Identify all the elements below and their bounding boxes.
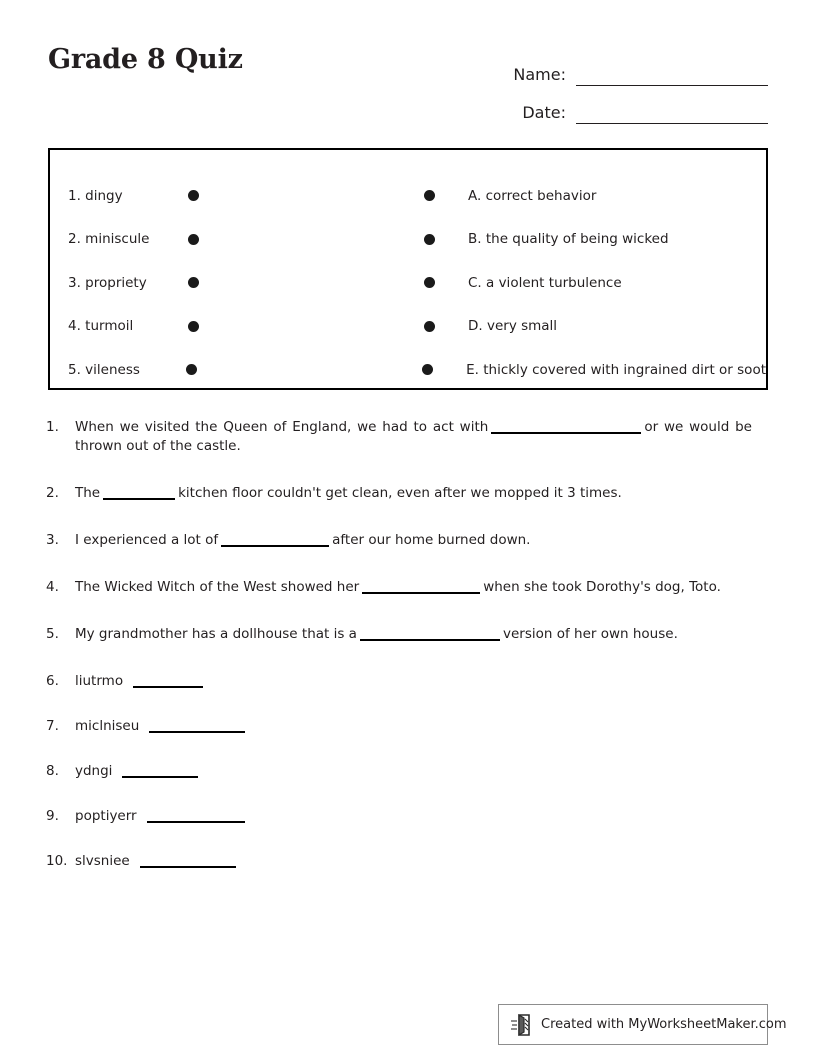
name-input-line[interactable] — [576, 65, 768, 86]
match-def-dot-c[interactable] — [424, 277, 435, 288]
question-item-2 — [46, 484, 752, 503]
question-number-10: 10. — [46, 853, 68, 869]
date-label: Date: — [522, 103, 566, 122]
question-5-blank[interactable] — [360, 639, 500, 641]
question-text-8 — [75, 762, 752, 781]
question-number-5: 5. — [46, 626, 59, 642]
page-title: Grade 8 Quiz — [48, 44, 243, 75]
question-item-6 — [46, 672, 752, 691]
worksheet-logo-icon — [511, 1013, 533, 1037]
question-text-10 — [75, 852, 752, 871]
question-number-7: 7. — [46, 718, 59, 734]
question-text-9 — [75, 807, 752, 826]
question-4-blank[interactable] — [362, 592, 480, 594]
question-item-9 — [46, 807, 752, 826]
matching-row — [50, 174, 766, 218]
matching-row — [50, 218, 766, 262]
match-term-dot-5[interactable] — [186, 364, 197, 375]
match-def-dot-e[interactable] — [422, 364, 433, 375]
worksheet-header — [48, 44, 768, 128]
match-term-dot-4[interactable] — [188, 321, 199, 332]
match-term-dot-3[interactable] — [188, 277, 199, 288]
match-def-dot-b[interactable] — [424, 234, 435, 245]
match-definition-a: A. correct behavior — [468, 187, 597, 204]
question-2-after: kitchen floor couldn't get clean, even after we mopped it 3 times. — [178, 485, 622, 501]
question-number-3: 3. — [46, 532, 59, 548]
question-item-5 — [46, 625, 752, 644]
question-1-before: When we visited the Queen of England, we had to act with — [75, 419, 489, 435]
question-2-blank[interactable] — [103, 498, 175, 500]
question-1-blank[interactable] — [491, 432, 641, 434]
question-item-4 — [46, 578, 752, 597]
matching-row — [50, 348, 766, 392]
scrambled-word-7: miclniseu — [75, 718, 140, 734]
question-1-after: or we would be thrown out of the castle. — [75, 419, 752, 454]
date-row — [458, 86, 768, 124]
question-8-blank[interactable] — [122, 776, 198, 778]
question-7-blank[interactable] — [149, 731, 245, 733]
question-item-7 — [46, 717, 752, 736]
match-def-dot-d[interactable] — [424, 321, 435, 332]
question-item-10 — [46, 852, 752, 871]
question-10-blank[interactable] — [140, 866, 236, 868]
matching-row — [50, 305, 766, 349]
question-item-8 — [46, 762, 752, 781]
question-number-8: 8. — [46, 763, 59, 779]
scrambled-word-6: liutrmo — [75, 673, 124, 689]
matching-row — [50, 261, 766, 305]
question-text-1 — [75, 418, 752, 456]
match-term-2: 2. miniscule — [68, 231, 150, 248]
match-definition-b: B. the quality of being wicked — [468, 231, 669, 248]
scrambled-word-8: ydngi — [75, 763, 113, 779]
question-4-before: The Wicked Witch of the West showed her — [75, 579, 360, 595]
name-date-block — [458, 48, 768, 124]
created-with-badge[interactable] — [498, 1004, 787, 1045]
question-text-6 — [75, 672, 752, 691]
question-text-4 — [75, 578, 752, 597]
questions-section — [46, 418, 752, 897]
match-def-dot-a[interactable] — [424, 190, 435, 201]
question-5-after: version of her own house. — [502, 626, 678, 642]
question-6-blank[interactable] — [133, 686, 203, 688]
question-number-2: 2. — [46, 485, 59, 501]
question-item-3 — [46, 531, 752, 550]
match-term-3: 3. propriety — [68, 274, 147, 291]
match-term-4: 4. turmoil — [68, 318, 134, 335]
name-row — [458, 48, 768, 86]
scrambled-word-9: poptiyerr — [75, 808, 137, 824]
match-definition-d: D. very small — [468, 318, 558, 335]
match-term-5: 5. vileness — [68, 361, 140, 378]
match-term-1: 1. dingy — [68, 187, 123, 204]
question-3-before: I experienced a lot of — [75, 532, 219, 548]
match-definition-e: E. thickly covered with ingrained dirt or soot — [466, 361, 766, 378]
match-term-dot-1[interactable] — [188, 190, 199, 201]
question-text-3 — [75, 531, 752, 550]
question-number-6: 6. — [46, 673, 59, 689]
name-label: Name: — [513, 65, 566, 84]
question-number-9: 9. — [46, 808, 59, 824]
matching-exercise-box — [48, 148, 768, 390]
question-3-blank[interactable] — [221, 545, 329, 547]
question-text-7 — [75, 717, 752, 736]
match-definition-c: C. a violent turbulence — [468, 274, 622, 291]
question-2-before: The — [75, 485, 101, 501]
question-number-4: 4. — [46, 579, 59, 595]
question-4-after: when she took Dorothy's dog, Toto. — [483, 579, 721, 595]
question-5-before: My grandmother has a dollhouse that is a — [75, 626, 357, 642]
scrambled-word-10: slvsniee — [75, 853, 130, 869]
question-number-1: 1. — [46, 419, 59, 435]
question-9-blank[interactable] — [147, 821, 245, 823]
match-term-dot-2[interactable] — [188, 234, 199, 245]
question-text-2 — [75, 484, 752, 503]
date-input-line[interactable] — [576, 103, 768, 124]
question-3-after: after our home burned down. — [332, 532, 531, 548]
question-text-5 — [75, 625, 752, 644]
badge-label: Created with MyWorksheetMaker.com — [541, 1017, 787, 1032]
question-item-1 — [46, 418, 752, 456]
